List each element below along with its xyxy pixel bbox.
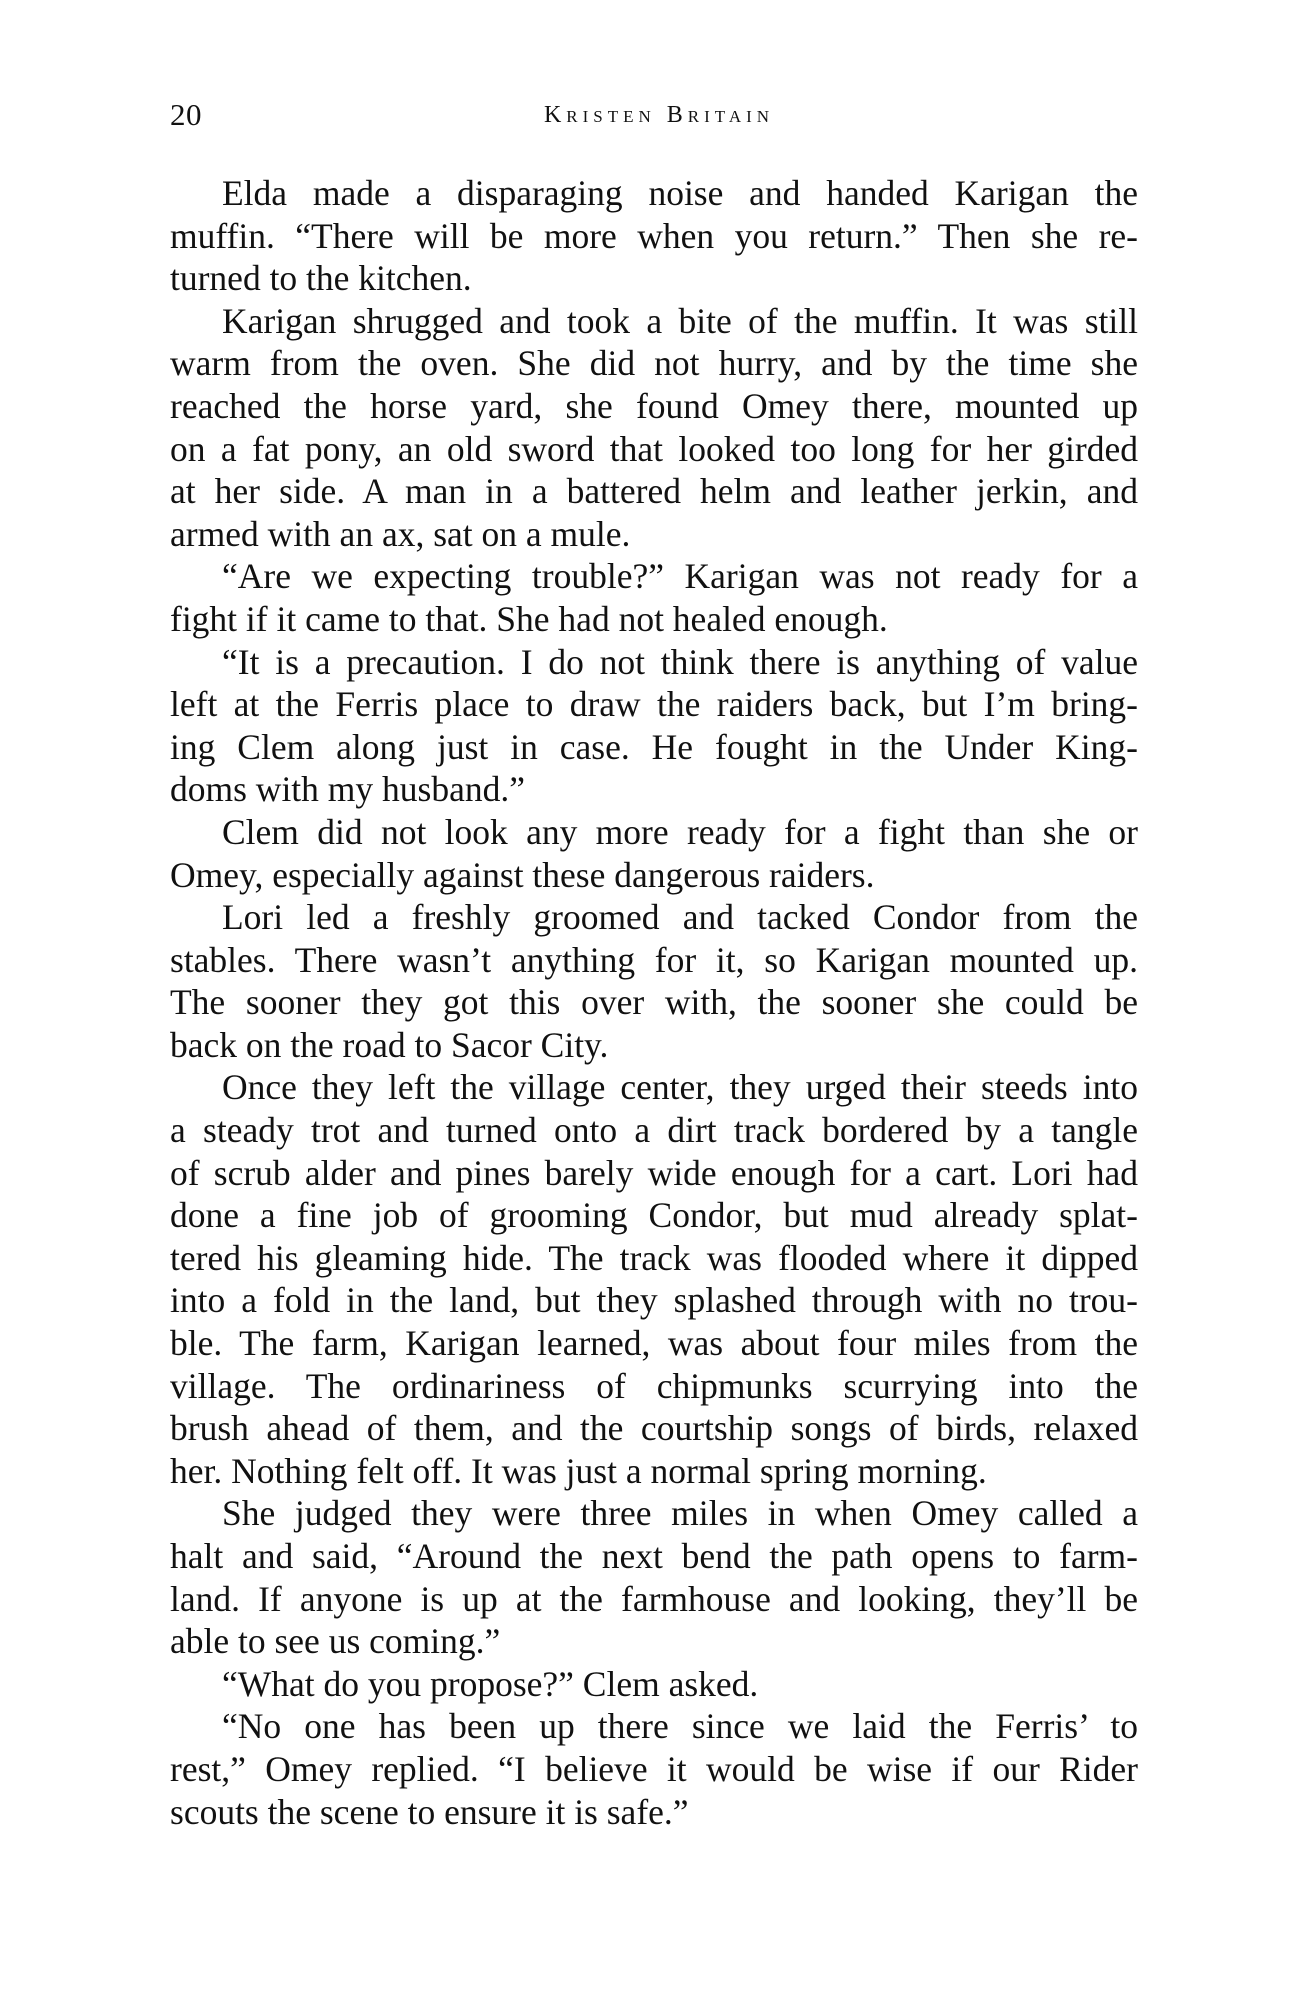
text-line: Omey, especially against these dangerous raiders.: [170, 854, 875, 895]
text-line: land. If anyone is up at the farmhouse and looking, they’ll be: [170, 1578, 1138, 1619]
text-line: rest,” Omey replied. “I believe it would be wise if our Rider: [170, 1748, 1138, 1789]
text-line: on a fat pony, an old sword that looked too long for her girded: [170, 428, 1138, 469]
text-line: Lori led a freshly groomed and tacked Condor from the: [222, 897, 1138, 938]
page-header: [170, 95, 1138, 135]
text-line: ing Clem along just in case. He fought in the Under King-: [170, 726, 1138, 767]
text-line: fight if it came to that. She had not healed enough.: [170, 598, 888, 639]
text-line: village. The ordinariness of chipmunks scurrying into the: [170, 1365, 1138, 1406]
running-head: Kristen Britain: [543, 102, 775, 128]
text-line: “Are we expecting trouble?” Karigan was not ready for a: [222, 556, 1138, 597]
text-line: “No one has been up there since we laid the Ferris’ to: [222, 1706, 1138, 1747]
text-line: left at the Ferris place to draw the raiders back, but I’m bring-: [170, 684, 1138, 725]
text-line: warm from the oven. She did not hurry, and by the time she: [170, 343, 1138, 384]
text-line: stables. There wasn’t anything for it, so Karigan mounted up.: [170, 939, 1138, 980]
text-line: into a fold in the land, but they splashed through with no trou-: [170, 1280, 1138, 1321]
text-line: reached the horse yard, she found Omey there, mounted up: [170, 385, 1138, 426]
text-line: The sooner they got this over with, the sooner she could be: [170, 982, 1138, 1023]
text-line: ble. The farm, Karigan learned, was about four miles from the: [170, 1323, 1138, 1364]
body-text: [170, 172, 1138, 1833]
text-line: She judged they were three miles in when Omey called a: [222, 1493, 1138, 1534]
text-line: brush ahead of them, and the courtship songs of birds, relaxed: [170, 1408, 1138, 1449]
text-line: Elda made a disparaging noise and handed Karigan the: [222, 173, 1138, 213]
text-line: a steady trot and turned onto a dirt track bordered by a tangle: [170, 1110, 1138, 1151]
text-line: “It is a precaution. I do not think there is anything of value: [222, 641, 1138, 682]
text-line: at her side. A man in a battered helm and leather jerkin, and: [170, 471, 1138, 512]
text-line: armed with an ax, sat on a mule.: [170, 513, 631, 554]
text-line: “What do you propose?” Clem asked.: [222, 1663, 759, 1704]
page-number: 20: [170, 97, 202, 132]
text-line: Clem did not look any more ready for a fight than she or: [222, 811, 1138, 852]
text-line: halt and said, “Around the next bend the path opens to farm-: [170, 1536, 1138, 1576]
text-line: muffin. “There will be more when you return.” Then she re-: [170, 215, 1138, 256]
text-line: done a fine job of grooming Condor, but mud already splat-: [170, 1195, 1138, 1236]
text-line: doms with my husband.”: [170, 769, 525, 810]
text-line: Once they left the village center, they urged their steeds into: [222, 1067, 1138, 1108]
text-line: tered his gleaming hide. The track was flooded where it dipped: [170, 1237, 1138, 1278]
text-line: turned to the kitchen.: [170, 258, 472, 299]
text-line: able to see us coming.”: [170, 1621, 501, 1662]
text-line: of scrub alder and pines barely wide enough for a cart. Lori had: [170, 1152, 1138, 1193]
text-line: Karigan shrugged and took a bite of the muffin. It was still: [222, 300, 1138, 341]
text-line: scouts the scene to ensure it is safe.”: [170, 1791, 689, 1832]
text-line: back on the road to Sacor City.: [170, 1024, 609, 1065]
text-line: her. Nothing felt off. It was just a normal spring morning.: [170, 1450, 987, 1491]
